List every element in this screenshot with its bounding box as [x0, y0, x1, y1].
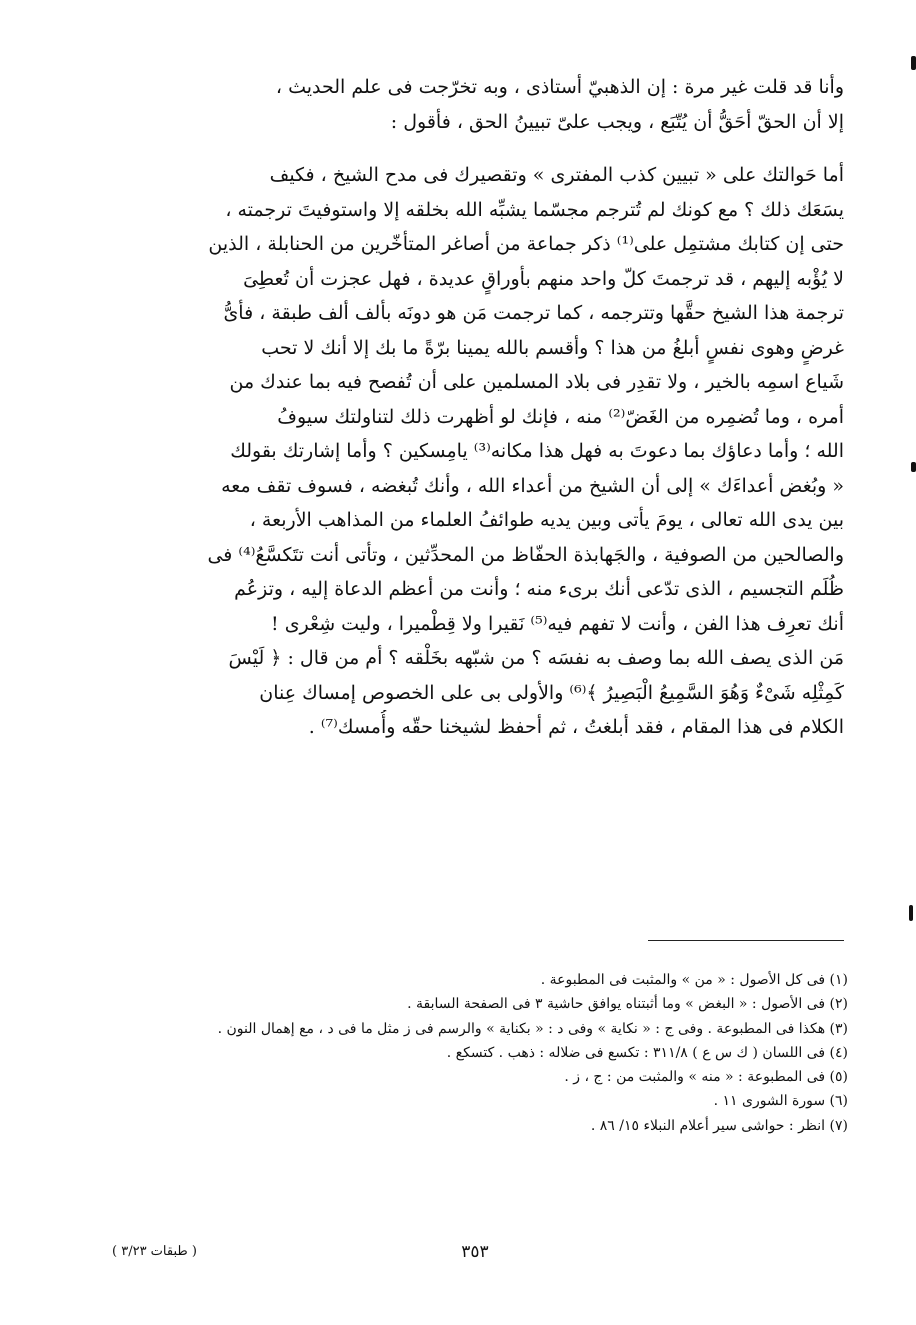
footnote-divider	[648, 940, 844, 941]
text-line: يسَعَك ذلك ؟ مع كونك لم تُترجم مجسّما يشبِّه الله بخلقه إلا واستوفيتَ ترجمته ،	[225, 198, 844, 221]
text-line: « وبُغض أعداءَك » إلى أن الشيخ من أعداء الله ، وأنك تُبغضه ، فسوف تقف معه	[221, 474, 844, 497]
text-line: إلا أن الحقّ أحَقُّ أن يُتّبَع ، ويجب علىّ تبيينُ الحق ، فأقول :	[390, 110, 844, 133]
text-line: أمره ، وما تُضمِره من الغَضّ⁽²⁾ منه ، فإنك لو أظهرت ذلك لتناولتك سيوفُ	[277, 405, 844, 428]
text-line: أما حَوالتك على « تبيين كذب المفترى » وتقصيرك فى مدح الشيخ ، فكيف	[269, 164, 844, 186]
paragraph-main	[118, 158, 844, 745]
text-line: ظُلَم التجسيم ، الذى تدّعى أنك برىء منه ؛ وأنت من أعظم الدعاة إليه ، وتزعُم	[234, 578, 844, 600]
footnote-item: (٤) فى اللسان ( ك س ع ) ٣١١/٨ : تكسع فى ضلاله : ذهب . كتسكع .	[446, 1044, 848, 1061]
text-line: الكلام فى هذا المقام ، فقد أبلغتُ ، ثم أحفظ لشيخنا حقّه وأُمسك⁽⁷⁾ .	[308, 716, 844, 738]
text-line: ترجمة هذا الشيخ حقَّها وتترجمه ، كما ترجمت مَن هو دونَه بألف ألف طبقة ، فأىُّ	[223, 302, 844, 324]
text-line: وأنا قد قلت غير مرة : إن الذهبيّ أستاذى ، وبه تخرّجت فى علم الحديث ،	[275, 76, 844, 98]
volume-signature: ( طبقات ٣/٢٣ )	[112, 1244, 197, 1259]
text-line: حتى إن كتابك مشتمِل على⁽¹⁾ ذكر جماعة من أصاغر المتأخّرين من الحنابلة ، الذين	[208, 233, 844, 255]
text-line: شَياع اسمِه بالخير ، ولا تقدِر فى بلاد المسلمين على أن تُفصح فيه بما عندك من	[229, 371, 844, 393]
footnote-item: (٣) هكذا فى المطبوعة . وفى ج : « نكاية » وفى د : « بكناية » والرسم فى ز مثل ما فى د ، مع إهمال النون .	[217, 1020, 848, 1037]
text-line: الله ؛ وأما دعاؤك بما دعوتَ به فهل هذا مكانه⁽³⁾ يامِسكين ؟ وأما إشارتك بقولك	[230, 440, 844, 462]
footnote-item: (٥) فى المطبوعة : « منه » والمثبت من : ج ، ز .	[564, 1069, 848, 1086]
paragraph-intro	[118, 70, 844, 139]
text-line: كَمِثْلِه شَىْءٌ وَهُوَ السَّمِيعُ الْبَصِيرُ ﴾⁽⁶⁾ والأولى بى على الخصوص إمساك عِنان	[259, 681, 844, 704]
text-line: غرضٍ وهوى نفسٍ أبلغُ من هذا ؟ وأقسم بالله يمينا برّةً ما بك إلا أنك لا تحب	[261, 336, 844, 359]
footnote-item: (١) فى كل الأصول : « من » والمثبت فى المطبوعة .	[540, 972, 848, 988]
footnotes-list	[118, 968, 848, 1138]
text-line: والصالحين من الصوفية ، والجَهابذة الحفّاظ من المحدِّثين ، وتأتى أنت تتَكسَّعُ⁽⁴⁾ فى	[207, 543, 844, 566]
margin-mark	[909, 905, 913, 921]
text-line: لا يُؤْبه إليهم ، قد ترجمتَ كلّ واحد منهم بأوراقٍ عديدة ، فهل عجزت أن تُعطِىَ	[243, 267, 844, 290]
footnote-item: (٧) انظر : حواشى سير أعلام النبلاء ١٥/ ٨٦ .	[590, 1117, 848, 1134]
footnote-item: (٢) فى الأصول : « البغض » وما أثبتناه يوافق حاشية ٣ فى الصفحة السابقة .	[407, 996, 848, 1013]
margin-mark	[911, 56, 916, 70]
text-line: أنك تعرِف هذا الفن ، وأنت لا تفهم فيه⁽⁵⁾ نَقيرا ولا قِطْميرا ، وليت شِعْرى !	[271, 612, 844, 635]
text-line: بين يدى الله تعالى ، يومَ يأتى وبين يديه طوائفُ العلماء من المذاهب الأربعة ،	[249, 509, 844, 531]
footnote-item: (٦) سورة الشورى ١١ .	[713, 1093, 848, 1110]
page-number: ٣٥٣	[461, 1242, 489, 1262]
text-line: مَن الذى يصف الله بما وصف به نفسَه ؟ من شبّهه بخَلْقه ؟ أم من قال : ﴿ لَيْسَ	[228, 647, 844, 669]
margin-mark	[911, 462, 916, 472]
